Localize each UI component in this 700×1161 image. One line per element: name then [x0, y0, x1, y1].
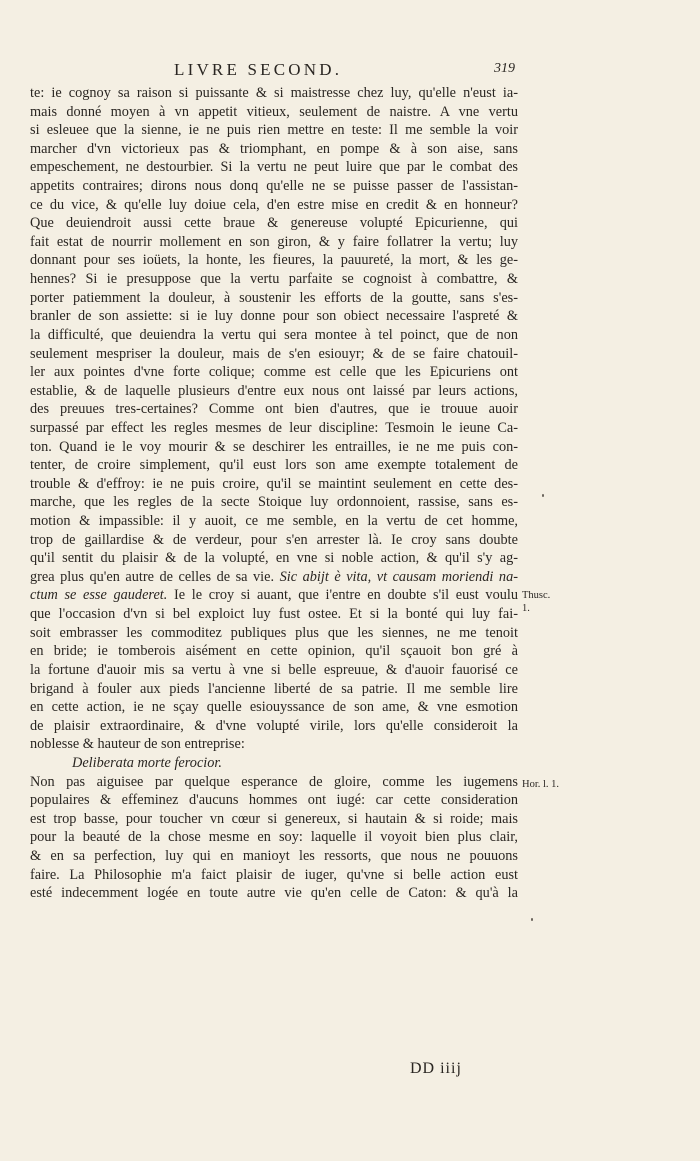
text-line: trouble & d'effroy: ie ne puis croire, qu'il se maintint seulement en cette des- [30, 475, 518, 492]
text-line: que l'occasion d'vn si bel exploict luy fust ostee. Et si la bonté qui luy fai- [30, 606, 518, 623]
text-line: seulement mespriser la douleur, mais de s'en esiouyr; & de se faire chatouil- [30, 345, 518, 362]
text-line: donnant pour ses ioüets, la honte, les fieures, la pauureté, la mort, & les ge- [30, 252, 518, 269]
text-line: noblesse & hauteur de son entreprise: [30, 736, 245, 753]
page-number: 319 [494, 61, 515, 76]
text-line: esté indecemment logée en toute autre vie qu'en celle de Caton: & qu'à la [30, 885, 518, 902]
text-line: en bride; ie tomberois aisément en cette opinion, qu'il sçauoit bon gré à [30, 643, 518, 660]
text-segment: Ie le croy si auant, que i'entre en doubte s'il eust voulu [174, 587, 518, 604]
margin-note-thusc-line2: 1. [522, 602, 530, 614]
text-line: branler de son assiette: si ie luy donne pour son obiect necessaire l'aspreté & [30, 308, 518, 325]
text-line: mais donné moyen à vn appetit vitieux, seulement de naistre. A vne vertu [30, 103, 518, 120]
verse-quotation [30, 754, 518, 773]
text-line: la difficulté, que deuiendra la vertu qui sera montee à tel poinct, que de non [30, 326, 518, 343]
body-text [30, 84, 518, 903]
margin-note-thusc-line1: Thusc. [522, 590, 551, 601]
text-line: trop de gaillardise & de verdeur, pour s'en arrester là. Ie croy sans doubte [30, 531, 518, 548]
running-title: LIVRE SECOND. [174, 60, 343, 79]
text-line: Que deuiendroit aussi cette braue & genereuse volupté Epicurienne, qui [30, 215, 518, 232]
text-line: tenter, de croire simplement, qu'il eust lors son ame exempte totalement de [30, 457, 518, 474]
margin-note-thusc [522, 587, 582, 618]
text-line: est trop basse, pour toucher vn cœur si genereux, si hautain & si roide; mais [30, 810, 518, 827]
text-line: qu'il sentit du plaisir & de la volupté, en vne si noble action, & qu'il s'y ag- [30, 550, 518, 567]
text-line: marcher d'vn victorieux pas & triomphant, en pompe & à son aise, sans [30, 140, 518, 157]
text-line: marche, que les regles de la secte Stoique luy ordonnoient, rassise, sans es- [30, 494, 518, 511]
text-line: motion & impassible: il y auoit, ce me semble, en la vertu de cet homme, [30, 513, 518, 530]
text-line: pour la beauté de la chose mesme en soy: laquelle il voyoit bien plus clair, [30, 829, 518, 846]
text-line: & en sa perfection, luy qui en manioyt les ressorts, que nous ne pouuons [30, 847, 518, 864]
text-line: la fortune d'auoir mis sa vertu à vne si belle espreuue, & d'auoir fauorisé ce [30, 661, 518, 678]
text-line [30, 586, 518, 605]
text-line [30, 568, 518, 587]
running-head [0, 60, 700, 82]
text-line: populaires & effeminez d'aucuns hommes ont iugé: car cette consideration [30, 792, 518, 809]
text-line: fait estat de nourrir mollement en son giron, & y faire follatrer la vertu; luy [30, 233, 518, 250]
text-line: en cette action, ie ne sçay quelle esiouyssance de son ame, & vne esmotion [30, 699, 518, 716]
signature-mark: DD iiij [410, 1060, 462, 1077]
text-segment: grea plus qu'en autre de celles de sa vie. [30, 568, 275, 585]
text-line: de plaisir extraordinaire, & d'vne volupté virile, lors qu'elle consideroit la [30, 717, 518, 734]
text-line: faire. La Philosophie m'a faict plaisir de iuger, qu'vne si belle action eust [30, 866, 518, 883]
text-line: empeschement, ne destourbier. Si la vertu ne peut luire que par le combat des [30, 159, 518, 176]
text-line: des preuues tres-certaines? Comme ont bien d'autres, que ie trouue auoir [30, 401, 518, 418]
text-line: soit embrasser les commoditez publiques plus que les siennes, ne me tenoit [30, 624, 518, 641]
text-line: te: ie cognoy sa raison si puissante & si maistresse chez luy, qu'elle n'eust ia- [30, 85, 518, 101]
text-line: ton. Quand ie le voy mourir & se deschirer les entrailles, ie ne me puis con- [30, 438, 518, 455]
text-line: si esleuee que la sienne, ie ne puis rien mettre en teste: Il me semble la voir [30, 122, 518, 139]
text-line: establie, & de laquelle plusieurs d'entre eux nous ont laissé par leurs actions, [30, 382, 518, 399]
verse-quotation-text: Deliberata morte ferocior. [72, 754, 222, 771]
text-line: ler aux pointes d'vne forte colique; comme est celle que les Epicuriens ont [30, 364, 518, 381]
latin-quotation: ctum se esse gauderet. [30, 587, 168, 604]
paper-speck [542, 494, 544, 497]
text-line: brigand à fouler aux pieds l'ancienne liberté de sa patrie. Il me semble lire [30, 680, 518, 697]
latin-quotation: Sic abijt è vita, vt causam moriendi na- [279, 568, 518, 585]
text-line: Non pas aiguisee par quelque esperance de gloire, comme les iugemens [30, 773, 518, 790]
paper-speck [531, 918, 533, 921]
text-line: appetits contraires; dirons nous donq qu'elle ne se puisse passer de l'assistan- [30, 178, 518, 195]
text-line: hennes? Si ie presuppose que la vertu parfaite se cognoist à combattre, & [30, 271, 518, 288]
text-line: surpassé par effect les regles mesmes de leur discipline: Tesmoin le ieune Ca- [30, 419, 518, 436]
text-line: ce du vice, & qu'elle luy doiue cela, d'en estre mise en credit & en honneur? [30, 196, 518, 213]
text-line: porter patiemment la douleur, à soustenir les efforts de la goutte, sans s'es- [30, 289, 518, 306]
margin-note-hor: Hor. l. 1. [522, 779, 560, 790]
